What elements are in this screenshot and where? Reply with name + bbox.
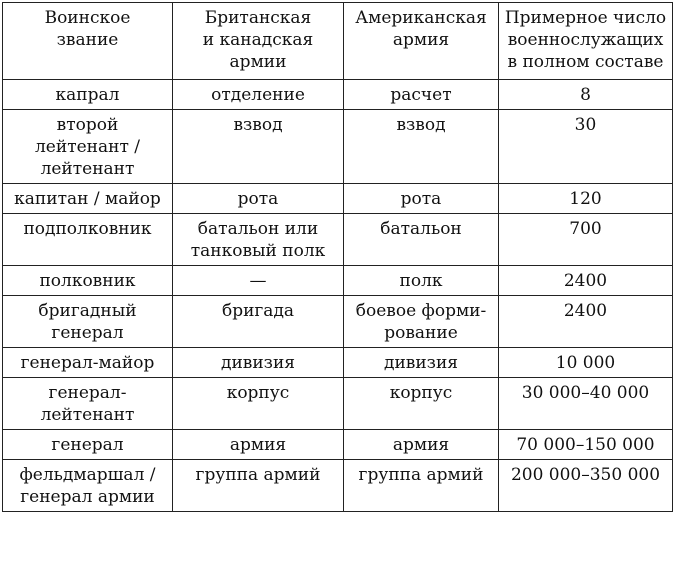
cell-american-unit: группа армий bbox=[344, 460, 499, 512]
table-row bbox=[3, 184, 673, 214]
cell-american-unit: взвод bbox=[344, 110, 499, 184]
cell-personnel: 30 bbox=[499, 110, 673, 184]
cell-british-unit: батальон или танковый полк bbox=[173, 214, 344, 266]
cell-personnel: 120 bbox=[499, 184, 673, 214]
cell-personnel: 2400 bbox=[499, 296, 673, 348]
cell-american-unit: полк bbox=[344, 266, 499, 296]
table-row bbox=[3, 460, 673, 512]
table-row bbox=[3, 266, 673, 296]
cell-british-unit: бригада bbox=[173, 296, 344, 348]
cell-rank: подполковник bbox=[3, 214, 173, 266]
header-rank: Воинское звание bbox=[3, 3, 173, 80]
cell-rank: генерал-майор bbox=[3, 348, 173, 378]
header-american: Американская армия bbox=[344, 3, 499, 80]
header-personnel: Примерное число военнослужащих в полном составе bbox=[499, 3, 673, 80]
cell-personnel: 10 000 bbox=[499, 348, 673, 378]
table-row bbox=[3, 110, 673, 184]
cell-american-unit: армия bbox=[344, 430, 499, 460]
table-row bbox=[3, 378, 673, 430]
cell-british-unit: армия bbox=[173, 430, 344, 460]
header-row bbox=[3, 3, 673, 80]
cell-british-unit: взвод bbox=[173, 110, 344, 184]
cell-american-unit: расчет bbox=[344, 80, 499, 110]
cell-british-unit: — bbox=[173, 266, 344, 296]
ranks-table bbox=[2, 2, 673, 512]
cell-british-unit: корпус bbox=[173, 378, 344, 430]
cell-rank: генерал- лейтенант bbox=[3, 378, 173, 430]
cell-rank: генерал bbox=[3, 430, 173, 460]
cell-british-unit: дивизия bbox=[173, 348, 344, 378]
cell-personnel: 700 bbox=[499, 214, 673, 266]
table-row bbox=[3, 214, 673, 266]
cell-british-unit: группа армий bbox=[173, 460, 344, 512]
table-row bbox=[3, 348, 673, 378]
cell-american-unit: батальон bbox=[344, 214, 499, 266]
cell-rank: полковник bbox=[3, 266, 173, 296]
cell-personnel: 8 bbox=[499, 80, 673, 110]
cell-rank: второй лейтенант / лейтенант bbox=[3, 110, 173, 184]
cell-rank: фельдмаршал / генерал армии bbox=[3, 460, 173, 512]
table-row bbox=[3, 80, 673, 110]
header-british-canadian: Британская и канадская армии bbox=[173, 3, 344, 80]
cell-personnel: 70 000–150 000 bbox=[499, 430, 673, 460]
cell-personnel: 30 000–40 000 bbox=[499, 378, 673, 430]
table-row bbox=[3, 296, 673, 348]
table-row bbox=[3, 430, 673, 460]
cell-american-unit: боевое форми- рование bbox=[344, 296, 499, 348]
cell-rank: капитан / майор bbox=[3, 184, 173, 214]
cell-personnel: 2400 bbox=[499, 266, 673, 296]
cell-rank: бригадный генерал bbox=[3, 296, 173, 348]
cell-american-unit: рота bbox=[344, 184, 499, 214]
cell-american-unit: корпус bbox=[344, 378, 499, 430]
cell-british-unit: отделение bbox=[173, 80, 344, 110]
cell-personnel: 200 000–350 000 bbox=[499, 460, 673, 512]
cell-rank: капрал bbox=[3, 80, 173, 110]
cell-american-unit: дивизия bbox=[344, 348, 499, 378]
cell-british-unit: рота bbox=[173, 184, 344, 214]
